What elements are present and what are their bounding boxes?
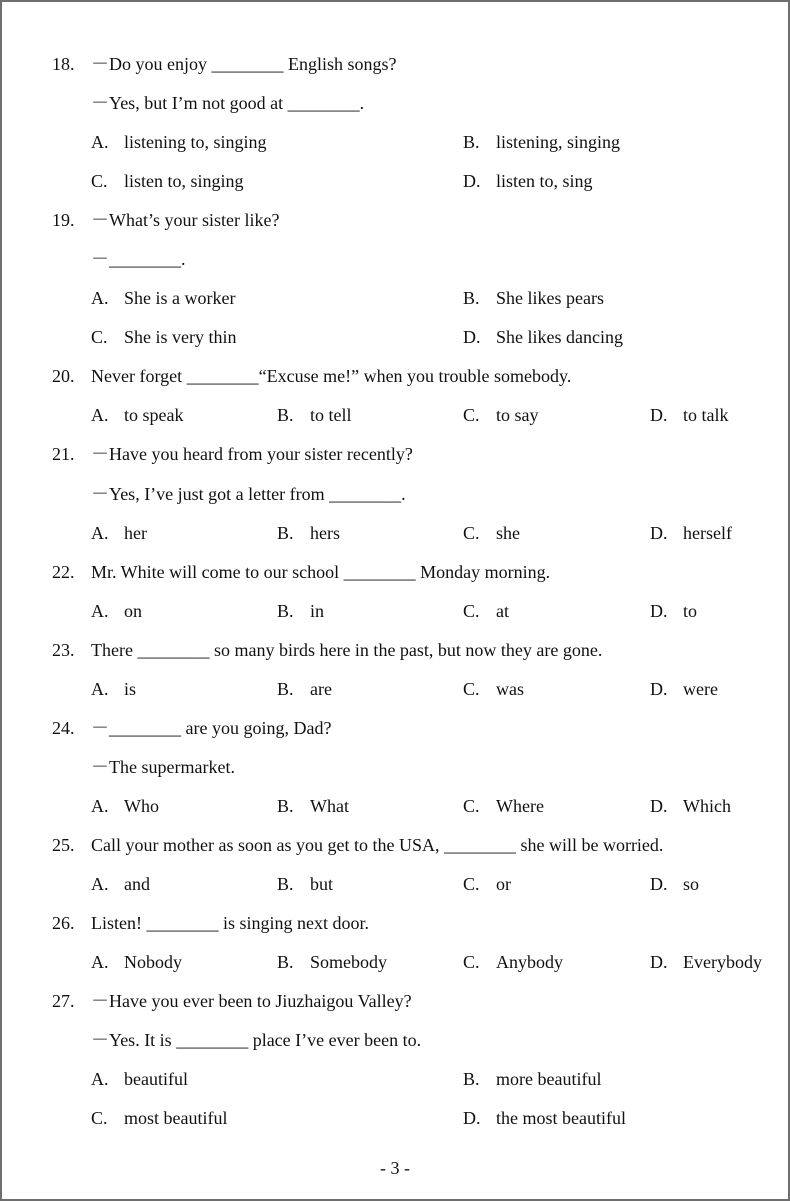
option-text: to say	[496, 405, 539, 426]
option-letter: B.	[463, 1069, 480, 1090]
question-list	[2, 45, 788, 1138]
option-a	[91, 943, 182, 982]
options-row	[2, 1099, 788, 1138]
option-letter: D.	[463, 171, 481, 192]
option-letter: B.	[277, 873, 294, 894]
question-line	[2, 826, 788, 865]
option-b	[277, 865, 333, 904]
question-25	[2, 826, 788, 904]
option-letter: D.	[650, 873, 668, 894]
option-d	[650, 787, 731, 826]
question-stem: －Do you enjoy ________ English songs?	[91, 54, 397, 74]
option-text: or	[496, 873, 511, 894]
question-21	[2, 435, 788, 552]
options-row	[2, 514, 788, 553]
option-text: listen to, singing	[124, 171, 244, 192]
option-text: the most beautiful	[496, 1108, 626, 1129]
option-text: were	[683, 678, 718, 699]
question-20	[2, 357, 788, 435]
question-number: 25.	[52, 834, 75, 855]
option-letter: D.	[463, 327, 481, 348]
question-23	[2, 631, 788, 709]
option-text: Everybody	[683, 952, 762, 973]
question-stem: －Yes, but I’m not good at ________.	[91, 93, 365, 114]
option-letter: C.	[91, 1108, 108, 1129]
options-row	[2, 787, 788, 826]
option-letter: B.	[277, 952, 294, 973]
option-a	[91, 279, 235, 318]
question-line	[2, 631, 788, 670]
option-text: to	[683, 600, 698, 621]
options-row	[2, 943, 788, 982]
option-d	[650, 943, 762, 982]
question-24	[2, 709, 788, 826]
option-letter: A.	[91, 405, 109, 426]
option-d	[650, 670, 718, 709]
option-d	[463, 1099, 626, 1138]
question-stem: Mr. White will come to our school ________ Monday morning.	[91, 561, 551, 582]
option-text: Somebody	[310, 952, 388, 973]
options-row	[2, 396, 788, 435]
option-text: most beautiful	[124, 1108, 228, 1129]
option-letter: C.	[463, 522, 480, 543]
option-c	[91, 162, 244, 201]
option-letter: A.	[91, 952, 109, 973]
option-letter: D.	[650, 795, 668, 816]
page-number: - 3 -	[380, 1158, 410, 1178]
option-d	[463, 318, 623, 357]
option-letter: D.	[463, 1108, 481, 1129]
question-line	[2, 904, 788, 943]
question-27	[2, 982, 788, 1138]
question-line	[2, 748, 788, 787]
option-letter: A.	[91, 600, 109, 621]
option-c	[463, 865, 511, 904]
option-letter: D.	[650, 600, 668, 621]
option-letter: C.	[463, 952, 480, 973]
question-stem: －The supermarket.	[91, 756, 235, 777]
option-c	[463, 514, 520, 553]
option-d	[650, 865, 699, 904]
option-letter: C.	[91, 327, 108, 348]
option-letter: A.	[91, 873, 109, 894]
options-row	[2, 162, 788, 201]
option-text: beautiful	[124, 1069, 188, 1090]
option-b	[277, 592, 324, 631]
option-b	[463, 279, 604, 318]
option-text: listen to, sing	[496, 171, 593, 192]
option-text: but	[310, 873, 334, 894]
option-text: on	[124, 600, 142, 621]
question-stem: Never forget ________“Excuse me!” when you trouble somebody.	[91, 366, 572, 387]
option-letter: A.	[91, 132, 109, 153]
option-d	[650, 396, 729, 435]
option-b	[463, 123, 620, 162]
options-row	[2, 865, 788, 904]
option-letter: A.	[91, 1069, 109, 1090]
option-d	[650, 592, 697, 631]
option-text: her	[124, 522, 147, 543]
question-line	[2, 201, 788, 240]
option-text: She is a worker	[124, 288, 236, 309]
option-letter: C.	[463, 678, 480, 699]
question-stem: There ________ so many birds here in the past, but now they are gone.	[91, 639, 603, 660]
option-a	[91, 123, 267, 162]
option-text: listening to, singing	[124, 132, 267, 153]
option-letter: C.	[463, 795, 480, 816]
question-stem: －________ are you going, Dad?	[91, 717, 332, 738]
question-number: 24.	[52, 717, 75, 738]
option-text: are	[310, 678, 332, 699]
option-text: hers	[310, 522, 340, 543]
option-a	[91, 514, 147, 553]
question-number: 19.	[52, 210, 75, 231]
question-number: 27.	[52, 991, 75, 1012]
question-stem: －Yes, I’ve just got a letter from ________.	[91, 483, 406, 504]
option-b	[277, 514, 340, 553]
option-letter: B.	[277, 678, 294, 699]
question-22	[2, 553, 788, 631]
option-letter: A.	[91, 795, 109, 816]
option-text: she	[496, 522, 520, 543]
option-text: Nobody	[124, 952, 182, 973]
question-line	[2, 709, 788, 748]
options-row	[2, 670, 788, 709]
option-letter: D.	[650, 522, 668, 543]
question-stem: －Yes. It is ________ place I’ve ever been to.	[91, 1030, 422, 1051]
question-18	[2, 45, 788, 201]
question-stem: －Have you ever been to Jiuzhaigou Valley?	[91, 991, 412, 1012]
question-stem: －What’s your sister like?	[91, 210, 280, 231]
option-a	[91, 670, 136, 709]
option-d	[463, 162, 593, 201]
option-a	[91, 787, 159, 826]
option-letter: C.	[91, 171, 108, 192]
question-line	[2, 982, 788, 1021]
option-text: to talk	[683, 405, 729, 426]
options-row	[2, 123, 788, 162]
option-text: Which	[683, 795, 731, 816]
question-line	[2, 553, 788, 592]
option-b	[277, 396, 352, 435]
option-text: so	[683, 873, 700, 894]
option-text: What	[310, 795, 349, 816]
option-text: Who	[124, 795, 159, 816]
option-letter: B.	[277, 795, 294, 816]
option-text: herself	[683, 522, 732, 543]
option-c	[463, 670, 524, 709]
option-d	[650, 514, 732, 553]
question-number: 18.	[52, 54, 75, 74]
option-text: listening, singing	[496, 132, 621, 153]
question-stem: Listen! ________ is singing next door.	[91, 913, 369, 934]
option-text: in	[310, 600, 325, 621]
options-row	[2, 592, 788, 631]
option-letter: A.	[91, 522, 109, 543]
options-row	[2, 318, 788, 357]
option-letter: C.	[463, 600, 480, 621]
option-b	[277, 787, 349, 826]
option-letter: C.	[463, 405, 480, 426]
option-text: Where	[496, 795, 544, 816]
option-letter: B.	[463, 132, 480, 153]
option-b	[463, 1060, 601, 1099]
option-text: and	[124, 873, 150, 894]
question-number: 20.	[52, 366, 75, 387]
option-text: She likes pears	[496, 288, 604, 309]
option-letter: A.	[91, 678, 109, 699]
option-c	[463, 396, 539, 435]
question-line	[2, 84, 788, 123]
question-line	[2, 475, 788, 514]
question-stem: －________.	[91, 249, 186, 270]
question-line	[2, 1021, 788, 1060]
question-stem: －Have you heard from your sister recently?	[91, 444, 413, 465]
option-c	[463, 787, 544, 826]
option-a	[91, 865, 150, 904]
question-number: 21.	[52, 444, 75, 465]
option-b	[277, 670, 332, 709]
option-letter: B.	[277, 522, 294, 543]
question-26	[2, 904, 788, 982]
question-line	[2, 357, 788, 396]
question-number: 26.	[52, 913, 75, 934]
option-text: more beautiful	[496, 1069, 602, 1090]
option-letter: D.	[650, 952, 668, 973]
option-c	[463, 592, 509, 631]
question-stem: Call your mother as soon as you get to the USA, ________ she will be worried.	[91, 834, 664, 855]
option-text: to speak	[124, 405, 184, 426]
question-19	[2, 201, 788, 357]
option-a	[91, 396, 183, 435]
option-c	[91, 1099, 227, 1138]
option-letter: C.	[463, 873, 480, 894]
option-letter: D.	[650, 405, 668, 426]
option-text: She likes dancing	[496, 327, 623, 348]
option-b	[277, 943, 387, 982]
options-row	[2, 279, 788, 318]
option-c	[91, 318, 237, 357]
option-letter: B.	[277, 405, 294, 426]
option-text: She is very thin	[124, 327, 237, 348]
option-letter: B.	[277, 600, 294, 621]
options-row	[2, 1060, 788, 1099]
option-text: Anybody	[496, 952, 563, 973]
question-line	[2, 45, 788, 84]
option-letter: B.	[463, 288, 480, 309]
option-text: at	[496, 600, 509, 621]
option-a	[91, 1060, 188, 1099]
option-text: was	[496, 678, 524, 699]
question-number: 23.	[52, 639, 75, 660]
option-letter: A.	[91, 288, 109, 309]
option-a	[91, 592, 142, 631]
question-line	[2, 435, 788, 474]
question-number: 22.	[52, 561, 75, 582]
question-line	[2, 240, 788, 279]
option-c	[463, 943, 563, 982]
option-text: is	[124, 678, 137, 699]
option-letter: D.	[650, 678, 668, 699]
option-text: to tell	[310, 405, 352, 426]
